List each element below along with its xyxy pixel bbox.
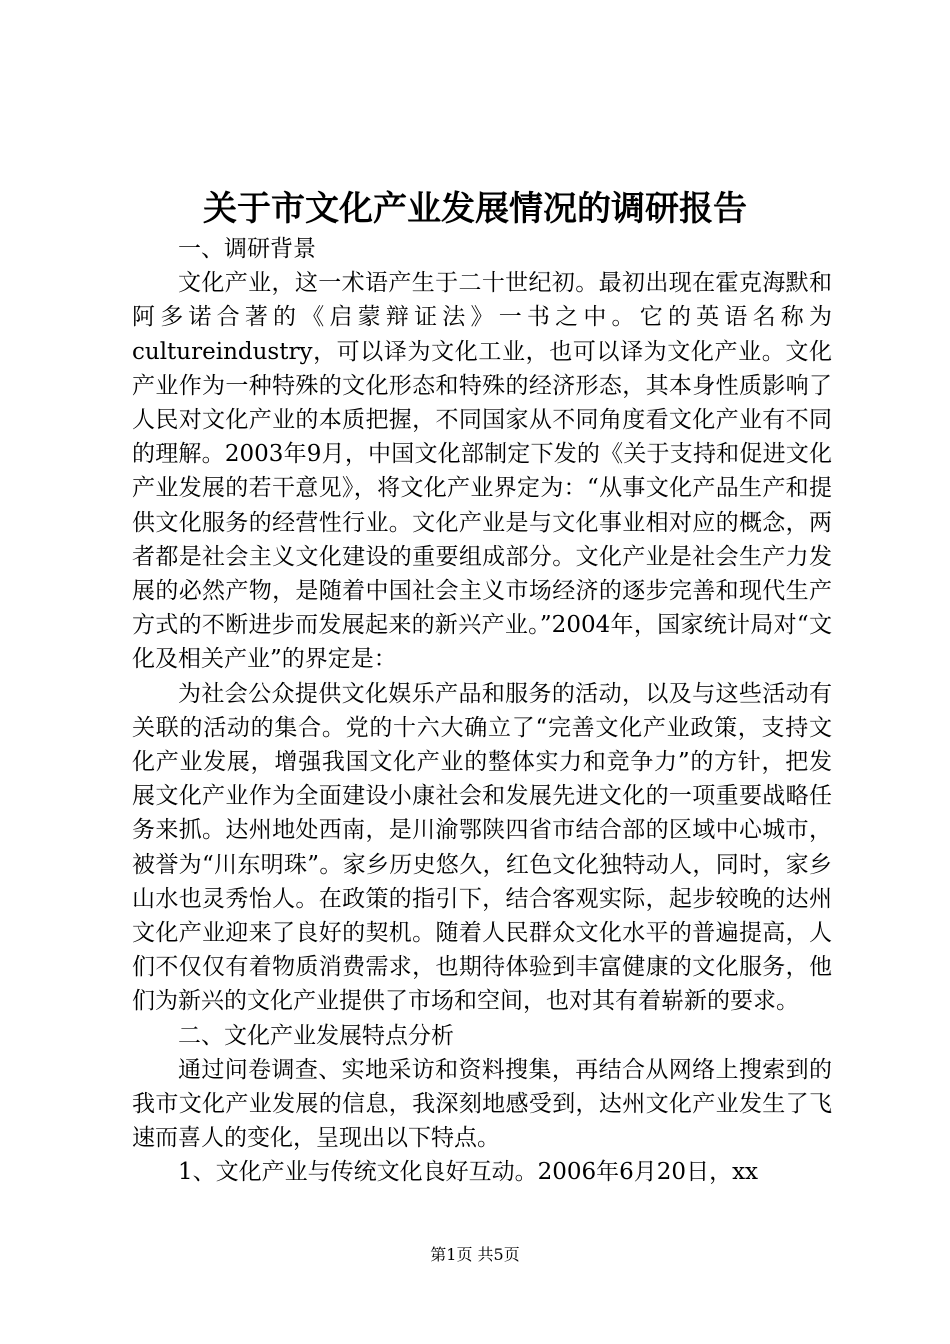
section-heading-analysis: 二、文化产业发展特点分析 — [178, 1022, 454, 1049]
paragraph-survey-methods: 通过问卷调查、实地采访和资料搜集，再结合从网络上搜索到的我市文化产业发展的信息，我深刻地感受到，达州文化产业发生了飞速而喜人的变化，呈现出以下特点。 — [132, 1056, 832, 1152]
paragraph-culture-industry-origin: 文化产业，这一术语产生于二十世纪初。最初出现在霍克海默和阿多诺合著的《启蒙辩证法》一书之中。它的英语名称为cultureindustry，可以译为文化工业，也可以译为文化产业。文化产业作为一种特殊的文化形态和特殊的经济形态，其本身性质影响了人民对文化产业的本质把握，不同国家从不同角度看文化产业有不同的理解。2003年9月，中国文化部制定下发的《关于支持和促进文化产业发展的若干意见》，将文化产业界定为：“从事文化产品生产和提供文化服务的经营性行业。文化产业是与文化事业相对应的概念，两者都是社会主义文化建设的重要组成部分。文化产业是社会生产力发展的必然产物，是随着中国社会主义市场经济的逐步完善和现代生产方式的不断进步而发展起来的新兴产业。”2004年，国家统计局对“文化及相关产业”的界定是： — [132, 270, 832, 673]
paragraph-point-one: 1、文化产业与传统文化良好互动。2006年6月20日，xx — [178, 1159, 759, 1186]
page-number-footer: 第1页 共5页 — [430, 1245, 520, 1264]
section-heading-background: 一、调研背景 — [178, 236, 316, 262]
paragraph-policy-dazhou: 为社会公众提供文化娱乐产品和服务的活动，以及与这些活动有关联的活动的集合。党的十六大确立了“完善文化产业政策，支持文化产业发展，增强我国文化产业的整体实力和竞争力”的方针，把发展文化产业作为全面建设小康社会和发展先进文化的一项重要战略任务来抓。达州地处西南，是川渝鄂陕四省市结合部的区域中心城市，被誉为“川东明珠”。家乡历史悠久，红色文化独特动人，同时，家乡山水也灵秀怡人。在政策的指引下，结合客观实际，起步较晚的达州文化产业迎来了良好的契机。随着人民群众文化水平的普遍提高，人们不仅仅有着物质消费需求，也期待体验到丰富健康的文化服务，他们为新兴的文化产业提供了市场和空间，也对其有着崭新的要求。 — [132, 680, 832, 1015]
document-body — [132, 232, 832, 1190]
document-title: 关于市文化产业发展情况的调研报告 — [203, 189, 747, 229]
